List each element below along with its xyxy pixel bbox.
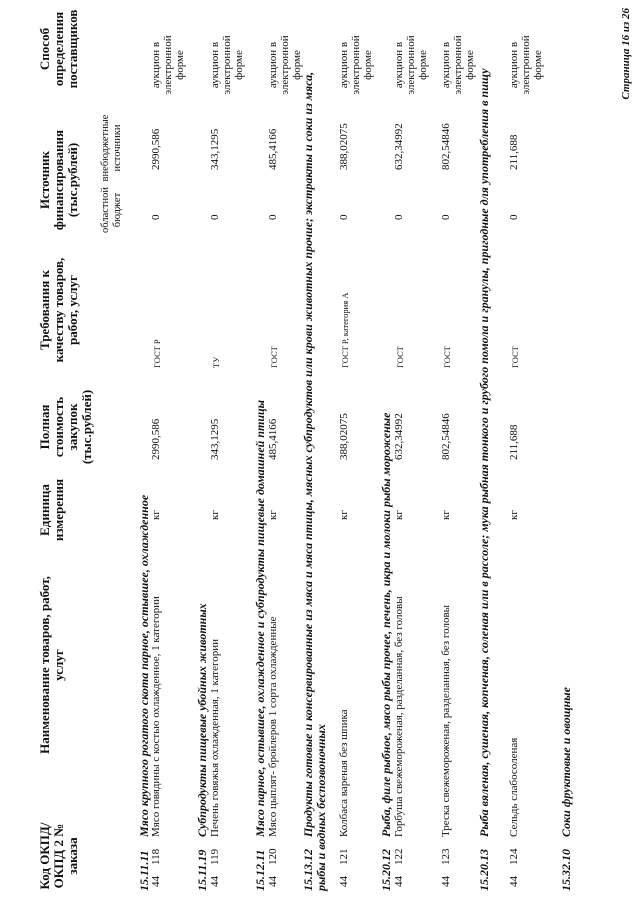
row-method: аукцион в электронной форме: [209, 35, 245, 95]
row-unit: кг: [267, 510, 279, 520]
row-budget: 0: [150, 214, 162, 220]
row-id: 121: [338, 848, 350, 865]
section-heading: 15.32.10Соки фруктовые и овощные: [559, 687, 573, 891]
row-method: аукцион в электронной форме: [508, 35, 544, 95]
row-other-source: 632,34992: [393, 123, 405, 170]
row-id: 119: [209, 848, 221, 865]
row-method: аукцион в электронной форме: [338, 35, 374, 95]
row-unit: кг: [440, 510, 452, 520]
row-unit: кг: [150, 510, 162, 520]
page-number: Страница 16 из 26: [620, 8, 632, 100]
row-requirement: ГОСТ: [442, 346, 452, 368]
section-heading: 15.13.12Продукты готовые и консервированные из мяса и мяса птицы, мясных субпродуктов или крови животных прочие; экстракты и соки из мяса, рыбы и водных беспозвоночных: [301, 71, 328, 891]
row-number: 44: [508, 876, 520, 887]
row-method: аукцион в электронной форме: [150, 35, 186, 95]
row-cost: 211,688: [508, 424, 520, 460]
row-number: 44: [150, 876, 162, 887]
row-id: 123: [440, 848, 452, 865]
row-budget: 0: [440, 214, 452, 220]
header-source-other: внебюджетные источники: [100, 114, 123, 182]
row-id: 124: [508, 848, 520, 865]
header-source-budget: областной бюджет: [100, 187, 123, 233]
row-requirement: ГОСТ: [269, 346, 279, 368]
row-other-source: 211,688: [508, 134, 520, 170]
header-requirements: Требования к качеству товаров, работ, услуг: [37, 257, 80, 363]
row-cost: 2990,586: [150, 418, 162, 460]
row-other-source: 388,02075: [338, 123, 350, 170]
row-requirement: ГОСТ Р: [152, 339, 162, 368]
header-name: Наименование товаров, работ, услуг: [37, 576, 66, 754]
row-method: аукцион в электронной форме: [267, 35, 303, 95]
row-name: Колбаса вареная без шпика: [338, 709, 350, 837]
row-number: 44: [209, 876, 221, 887]
row-name: Мясо цыплят- бройлеров 1 сорта охлажденные: [267, 616, 279, 837]
section-heading: 15.11.11Мясо крупного рогатого скота парное, остывшее, охлажденное: [137, 494, 151, 891]
row-unit: кг: [209, 510, 221, 520]
header-source: Источник финансирования (тыс.рублей): [37, 129, 80, 231]
row-cost: 343,1295: [209, 418, 221, 460]
row-method: аукцион в электронной форме: [440, 35, 476, 95]
row-requirement: ГОСТ: [510, 346, 520, 368]
row-other-source: 343,1295: [209, 128, 221, 170]
row-budget: 0: [508, 214, 520, 220]
row-cost: 632,34992: [393, 413, 405, 460]
row-requirement: ТУ: [211, 356, 221, 368]
row-cost: 485,4166: [267, 418, 279, 460]
header-code: Код ОКПД/ ОКПД 2 № заказа: [37, 822, 80, 890]
row-requirement: ГОСТ: [395, 346, 405, 368]
row-name: Мясо говядины с костью охлажденное, 1 категории: [150, 596, 162, 837]
row-other-source: 485,4166: [267, 128, 279, 170]
row-budget: 0: [393, 214, 405, 220]
row-unit: кг: [508, 510, 520, 520]
row-name: Треска свежемороженая, разделанная, без головы: [440, 604, 452, 837]
row-name: Горбуша свежемороженая, разделанная, без головы: [393, 596, 405, 837]
row-number: 44: [440, 876, 452, 887]
row-method: аукцион в электронной форме: [393, 35, 429, 95]
header-method: Способ определения поставщиков: [37, 9, 80, 89]
row-cost: 802,54846: [440, 413, 452, 460]
row-number: 44: [393, 876, 405, 887]
header-cost: Полная стоимость закупок (тыс.рублей): [37, 389, 94, 465]
row-requirement: ГОСТ Р, категория А: [340, 292, 350, 368]
section-heading: 15.20.13Рыба вяленая, сушеная, копченая, соленая или в рассоле; мука рыбная тонкого и грубого помола и гранулы, пригодные для употребления в пищу: [477, 68, 491, 891]
row-name: Печень говяжья охлажденная, 1 категории: [209, 638, 221, 837]
row-id: 122: [393, 848, 405, 865]
row-number: 44: [338, 876, 350, 887]
section-heading: 15.11.19Субпродукты пищевые убойных животных: [195, 603, 209, 891]
row-name: Сельдь слабосоленая: [508, 737, 520, 837]
row-unit: кг: [338, 510, 350, 520]
row-cost: 388,02075: [338, 413, 350, 460]
row-budget: 0: [338, 214, 350, 220]
row-id: 120: [267, 848, 279, 865]
row-number: 44: [267, 876, 279, 887]
header-unit: Единица измерения: [37, 478, 66, 542]
row-budget: 0: [209, 214, 221, 220]
row-unit: кг: [393, 510, 405, 520]
row-other-source: 2990,586: [150, 128, 162, 170]
row-budget: 0: [267, 214, 279, 220]
row-other-source: 802,54846: [440, 123, 452, 170]
row-id: 118: [150, 848, 162, 865]
section-heading: 15.12.11Мясо парное, остывшее, охлажденное и субпродукты пищевые домашней птицы: [253, 399, 267, 891]
section-heading: 15.20.12Рыба, филе рыбное, мясо рыбы прочее, печень, икра и молоки рыбы мороженые: [379, 412, 393, 891]
